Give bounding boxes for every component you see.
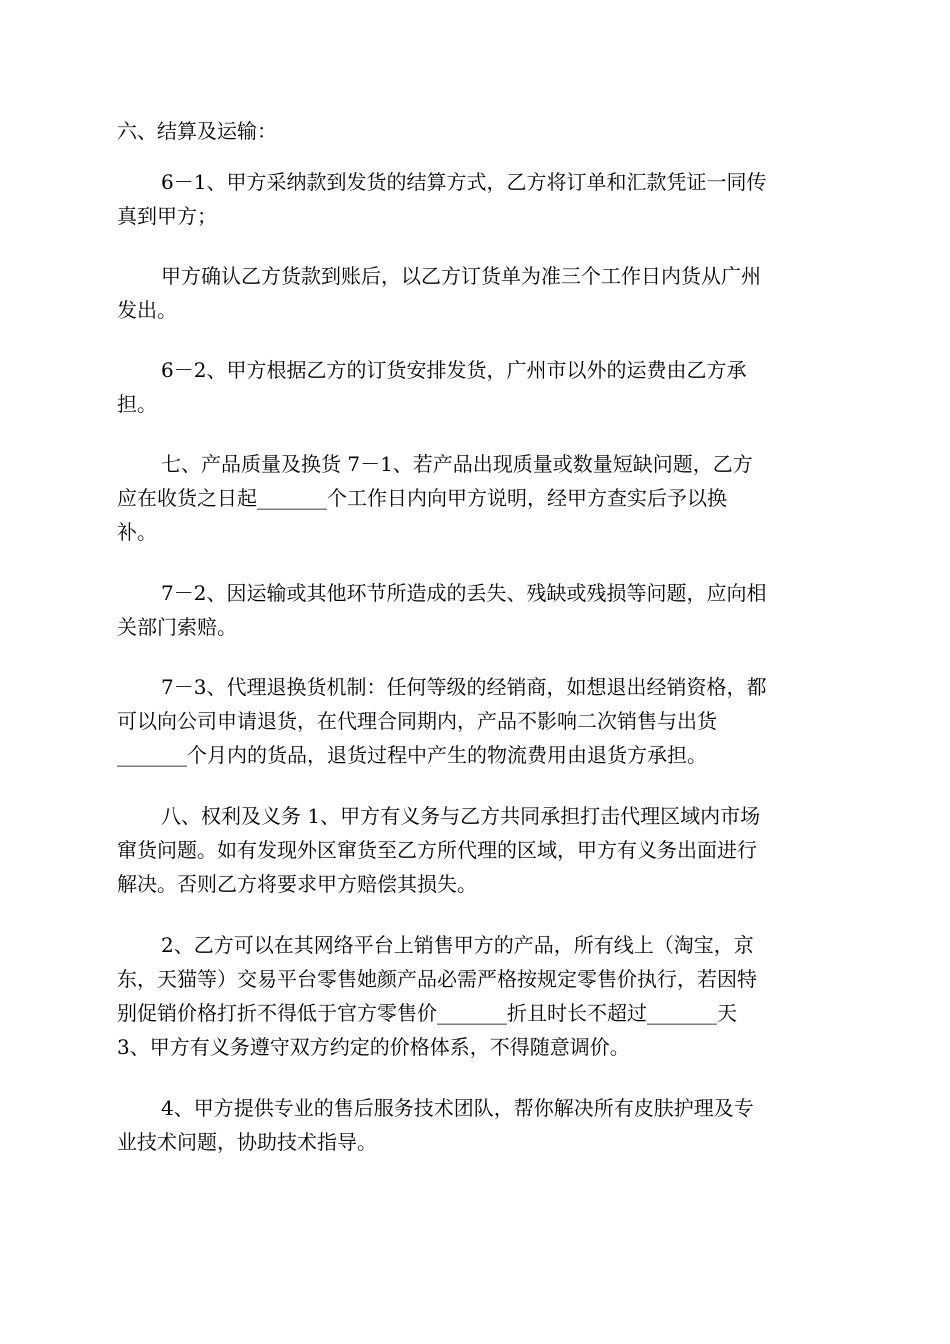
paragraph-7-2 <box>117 576 837 644</box>
paragraph-8-2 <box>117 928 837 1064</box>
paragraph-line: 7－3、代理退换货机制：任何等级的经销商，如想退出经销资格，都 <box>161 675 767 699</box>
paragraph-line: 2、乙方可以在其网络平台上销售甲方的产品，所有线上（淘宝，京 <box>161 933 754 957</box>
paragraph-8-4 <box>117 1091 837 1159</box>
heading-text: 六、结算及运输： <box>117 119 277 143</box>
paragraph-line: 担。 <box>117 392 157 416</box>
paragraph-line: 解决。否则乙方将要求甲方赔偿其损失。 <box>117 872 477 896</box>
section-heading-settlement <box>117 114 837 148</box>
paragraph-line: 甲方确认乙方货款到账后，以乙方订货单为准三个工作日内货从广州 <box>161 264 761 288</box>
paragraph-8-1 <box>117 799 837 901</box>
paragraph-line: 发出。 <box>117 298 177 322</box>
paragraph-line: _______个月内的货品，退货过程中产生的物流费用由退货方承担。 <box>117 743 707 767</box>
paragraph-line: 东，天猫等）交易平台零售她颜产品必需严格按规定零售价执行，若因特 <box>117 967 757 991</box>
paragraph-6-1-confirm <box>117 259 837 327</box>
paragraph-6-1 <box>117 165 837 233</box>
paragraph-line: 七、产品质量及换货 7－1、若产品出现质量或数量短缺问题，乙方 <box>161 452 753 476</box>
paragraph-line: 别促销价格打折不得低于官方零售价_______折且时长不超过_______天 <box>117 1001 737 1025</box>
paragraph-line: 6－1、甲方采纳款到发货的结算方式，乙方将订单和汇款凭证一同传 <box>161 170 767 194</box>
paragraph-line: 7－2、因运输或其他环节所造成的丢失、残缺或残损等问题，应向相 <box>161 581 767 605</box>
paragraph-line: 业技术问题，协助技术指导。 <box>117 1130 377 1154</box>
paragraph-line: 真到甲方； <box>117 204 217 228</box>
paragraph-7-1 <box>117 447 837 549</box>
paragraph-6-2 <box>117 353 837 421</box>
paragraph-line: 关部门索赔。 <box>117 615 237 639</box>
paragraph-line: 八、权利及义务 1、甲方有义务与乙方共同承担打击代理区域内市场 <box>161 804 761 828</box>
paragraph-line: 4、甲方提供专业的售后服务技术团队，帮你解决所有皮肤护理及专 <box>161 1096 754 1120</box>
paragraph-line: 6－2、甲方根据乙方的订货安排发货，广州市以外的运费由乙方承 <box>161 358 747 382</box>
paragraph-line: 应在收货之日起_______个工作日内向甲方说明，经甲方查实后予以换 <box>117 486 727 510</box>
paragraph-line: 可以向公司申请退货，在代理合同期内，产品不影响二次销售与出货 <box>117 709 717 733</box>
paragraph-line: 补。 <box>117 520 157 544</box>
paragraph-line: 3、甲方有义务遵守双方约定的价格体系，不得随意调价。 <box>117 1035 630 1059</box>
paragraph-7-3 <box>117 670 837 772</box>
paragraph-line: 窜货问题。如有发现外区窜货至乙方所代理的区域，甲方有义务出面进行 <box>117 838 757 862</box>
